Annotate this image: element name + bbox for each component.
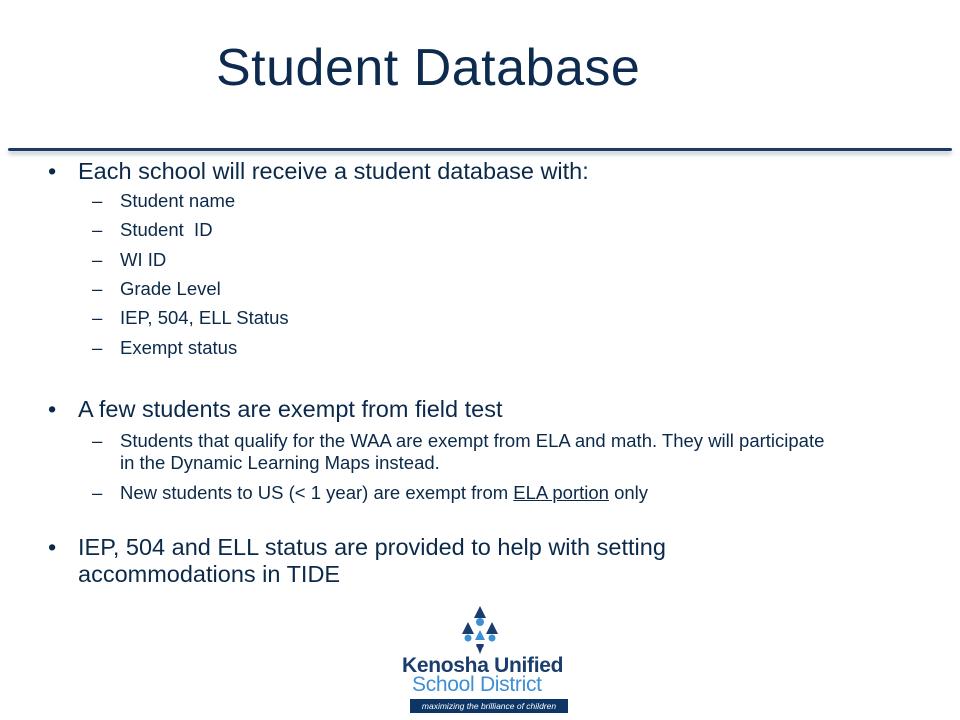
ela-portion-link[interactable]: ELA portion [513, 482, 609, 503]
dash-icon: – [92, 219, 103, 240]
slide-title: Student Database [216, 39, 641, 97]
dash-icon: – [92, 307, 103, 328]
dash-icon: – [92, 190, 103, 211]
bullet-item [48, 534, 778, 588]
sub-item [92, 219, 920, 241]
sub-item-text: Student ID [120, 219, 213, 240]
logo-subname: School District [412, 673, 542, 696]
logo-name: Kenosha Unified [402, 654, 564, 677]
sub-item [92, 190, 920, 212]
bullet-icon: • [48, 534, 57, 560]
sub-item [92, 278, 920, 300]
dash-icon: – [92, 249, 103, 270]
sub-item-text-before: New students to US (< 1 year) are exempt from [120, 482, 514, 503]
dash-icon: – [92, 278, 103, 299]
dash-icon: – [92, 337, 103, 358]
bullet-text: IEP, 504 and ELL status are provided to help with setting accommodations in TIDE [78, 534, 666, 587]
sub-item [92, 249, 920, 271]
bullet-item [48, 158, 938, 185]
bullet-text: Each school will receive a student database with: [78, 158, 589, 184]
sub-item-text-after: only [608, 482, 649, 503]
sub-item-text: IEP, 504, ELL Status [120, 307, 289, 328]
sub-item-text: Exempt status [120, 337, 238, 358]
dash-icon: – [92, 430, 103, 451]
bullet-icon: • [48, 158, 57, 184]
sub-item [92, 482, 920, 504]
sub-item-text: Students that qualify for the WAA are exempt from ELA and math. They will participate in the Dynamic Learning Maps instead. [120, 430, 825, 473]
bullet-icon: • [48, 396, 57, 422]
logo-emblem-icon [462, 606, 498, 654]
dash-icon: – [92, 482, 103, 503]
sub-item [92, 307, 920, 329]
logo-tagline: maximizing the brilliance of children [410, 699, 568, 713]
bullet-text: A few students are exempt from field test [78, 396, 503, 422]
sub-item-text: WI ID [120, 249, 167, 270]
sub-item-text: Student name [120, 190, 236, 211]
title-divider [8, 148, 952, 151]
sub-item-text: Grade Level [120, 278, 221, 299]
bullet-item [48, 396, 938, 423]
sub-item [92, 430, 840, 474]
sub-item [92, 337, 920, 359]
